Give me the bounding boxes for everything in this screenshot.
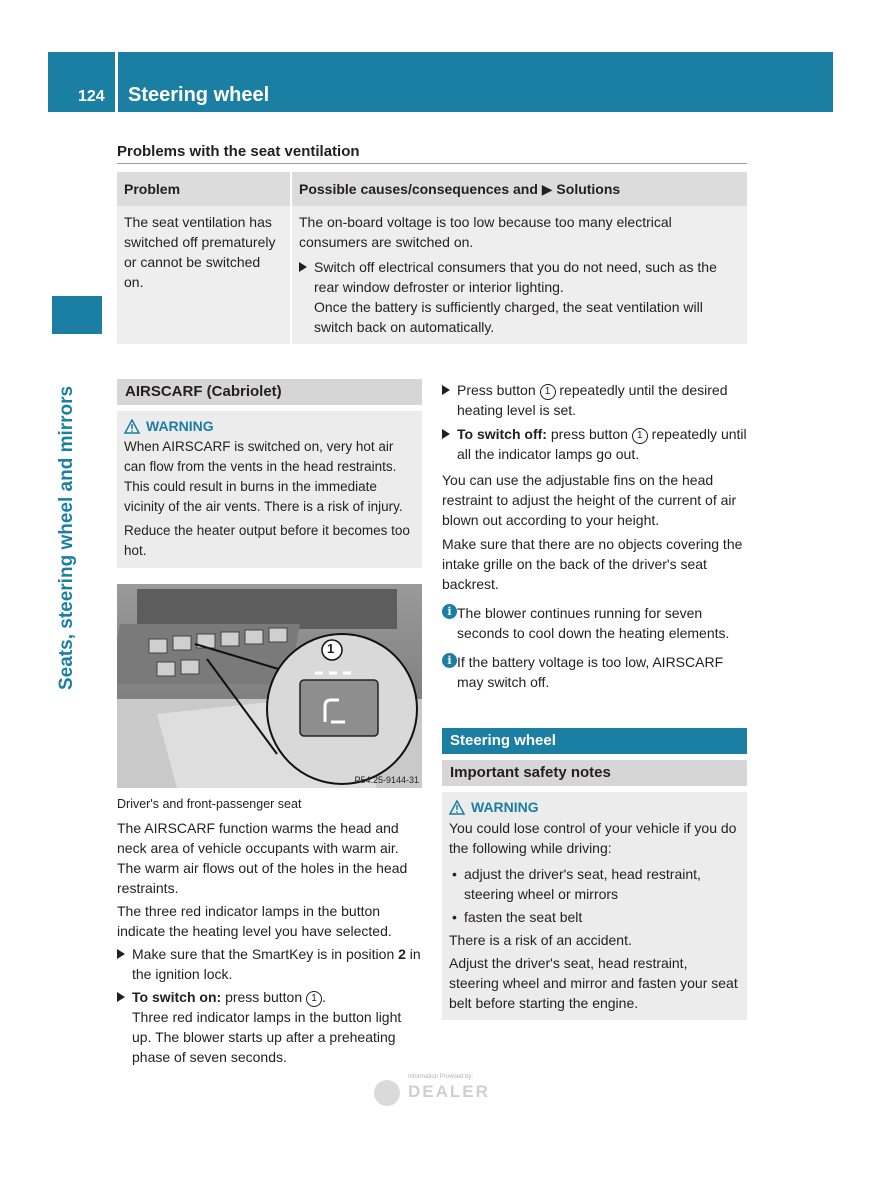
photo-caption: Driver's and front-passenger seat [117, 797, 302, 811]
solution-text-2: Once the battery is sufficiently charged, the seat ventilation will switch back on automatically. [314, 299, 703, 335]
bullet-text: fasten the seat belt [464, 909, 583, 925]
steering-warning-box [442, 792, 747, 1020]
airscarf-warning-box [117, 411, 422, 568]
section-rule [117, 163, 747, 164]
step-text: repeatedly until the desired heating level is set. [457, 382, 728, 418]
safety-notes-heading: Important safety notes [442, 760, 747, 786]
warning-label: WARNING [471, 799, 539, 815]
step-detail: Three red indicator lamps in the button light up. The blower starts up after a preheating phase of seven seconds. [132, 1009, 402, 1065]
warning-header [124, 415, 415, 437]
sidebar-chapter-label: Seats, steering wheel and mirrors [56, 385, 77, 690]
warning-advice: Adjust the driver's seat, head restraint, steering wheel and mirror and fasten your seat belt before starting the engine. [449, 955, 738, 1011]
bullet-item [449, 864, 740, 904]
chapter-title: Steering wheel [128, 84, 270, 106]
step-switch-off [442, 424, 747, 464]
solution-text: Switch off electrical consumers that you do not need, such as the rear window defroster or interior lighting. [314, 259, 717, 295]
airscarf-para-4: Make sure that there are no objects covering the intake grille on the back of the driver's seat backrest. [442, 536, 743, 592]
info-icon: i [442, 604, 457, 619]
step-arrow-icon [442, 429, 450, 439]
step-heating-level [442, 380, 747, 420]
step-smartkey [117, 944, 422, 984]
warning-triangle-icon [124, 419, 140, 434]
solution-step [299, 257, 740, 337]
bullet-item [449, 907, 740, 927]
step-text: Press button [457, 382, 540, 398]
warning-text: When AIRSCARF is switched on, very hot air can flow from the vents in the head restraints. This could result in burns in the immediate vicinity of the air vents. There is a risk of injury. [124, 439, 403, 514]
airscarf-para-3: You can use the adjustable fins on the head restraint to adjust the height of the current of air blown out according to your height. [442, 472, 737, 528]
steering-wheel-heading: Steering wheel [442, 728, 747, 754]
step-text: . [322, 989, 326, 1005]
warning-header [449, 796, 740, 818]
dealer-watermark [372, 1072, 507, 1108]
warning-triangle-icon [449, 800, 465, 815]
col-header-causes: Possible causes/consequences and ▶ Solutions [291, 172, 747, 206]
left-column [117, 379, 422, 1067]
cause-text: The on-board voltage is too low because too many electrical consumers are switched on. [299, 214, 672, 250]
bullet-dot-icon: • [452, 866, 457, 882]
problems-table [117, 172, 747, 344]
step-text: repeatedly until all the indicator lamps go out. [457, 426, 747, 462]
airscarf-para-1: The AIRSCARF function warms the head and neck area of vehicle occupants with warm air. The warm air flows out of the holes in the head restraints. [117, 820, 408, 896]
button-callout-icon: 1 [632, 428, 648, 444]
step-text: press button [221, 989, 307, 1005]
warning-risk: There is a risk of an accident. [449, 932, 632, 948]
problems-section-title: Problems with the seat ventilation [117, 143, 360, 160]
step-switch-on [117, 987, 422, 1067]
photo-code: P54.25-9144-31 [354, 775, 419, 785]
watermark-small-text: Information Provided by: [408, 1074, 474, 1080]
col-header-problem: Problem [117, 172, 291, 206]
step-text: press button [546, 426, 632, 442]
warning-intro: You could lose control of your vehicle if you do the following while driving: [449, 820, 737, 856]
photo-callout-number: 1 [327, 641, 335, 656]
right-column [442, 380, 747, 1020]
step-label: To switch off: [457, 426, 547, 442]
step-label: To switch on: [132, 989, 222, 1005]
info-note-blower [442, 603, 747, 643]
step-arrow-icon [117, 992, 125, 1002]
step-arrow-icon [299, 262, 307, 272]
watermark-brand: DEALER [408, 1082, 490, 1101]
sidebar-tab-marker [52, 296, 102, 334]
warning-label: WARNING [146, 418, 214, 434]
step-text: in the ignition lock. [132, 946, 421, 982]
warning-text-2: Reduce the heater output before it becomes too hot. [124, 523, 410, 558]
header-separator [115, 52, 118, 112]
page-number: 124 [78, 88, 105, 105]
watermark-logo-icon [374, 1080, 400, 1106]
info-icon: i [442, 653, 457, 668]
console-illustration [117, 584, 422, 788]
step-arrow-icon [442, 385, 450, 395]
button-callout-icon: 1 [306, 991, 322, 1007]
problem-text: The seat ventilation has switched off prematurely or cannot be switched on. [124, 214, 276, 290]
step-text: Make sure that the SmartKey is in position [132, 946, 399, 962]
step-emphasis: 2 [398, 946, 406, 962]
airscarf-button-photo [117, 584, 422, 788]
info-note-battery [442, 652, 747, 692]
info-text: If the battery voltage is too low, AIRSCARF may switch off. [457, 654, 724, 690]
problem-cell [117, 206, 291, 344]
causes-cell [291, 206, 747, 344]
info-text: The blower continues running for seven seconds to cool down the heating elements. [457, 605, 730, 641]
airscarf-para-2: The three red indicator lamps in the button indicate the heating level you have selected. [117, 903, 392, 939]
bullet-text: adjust the driver's seat, head restraint, steering wheel or mirrors [464, 866, 701, 902]
button-callout-icon: 1 [540, 384, 556, 400]
bullet-dot-icon: • [452, 909, 457, 925]
step-arrow-icon [117, 949, 125, 959]
airscarf-heading: AIRSCARF (Cabriolet) [117, 379, 422, 405]
